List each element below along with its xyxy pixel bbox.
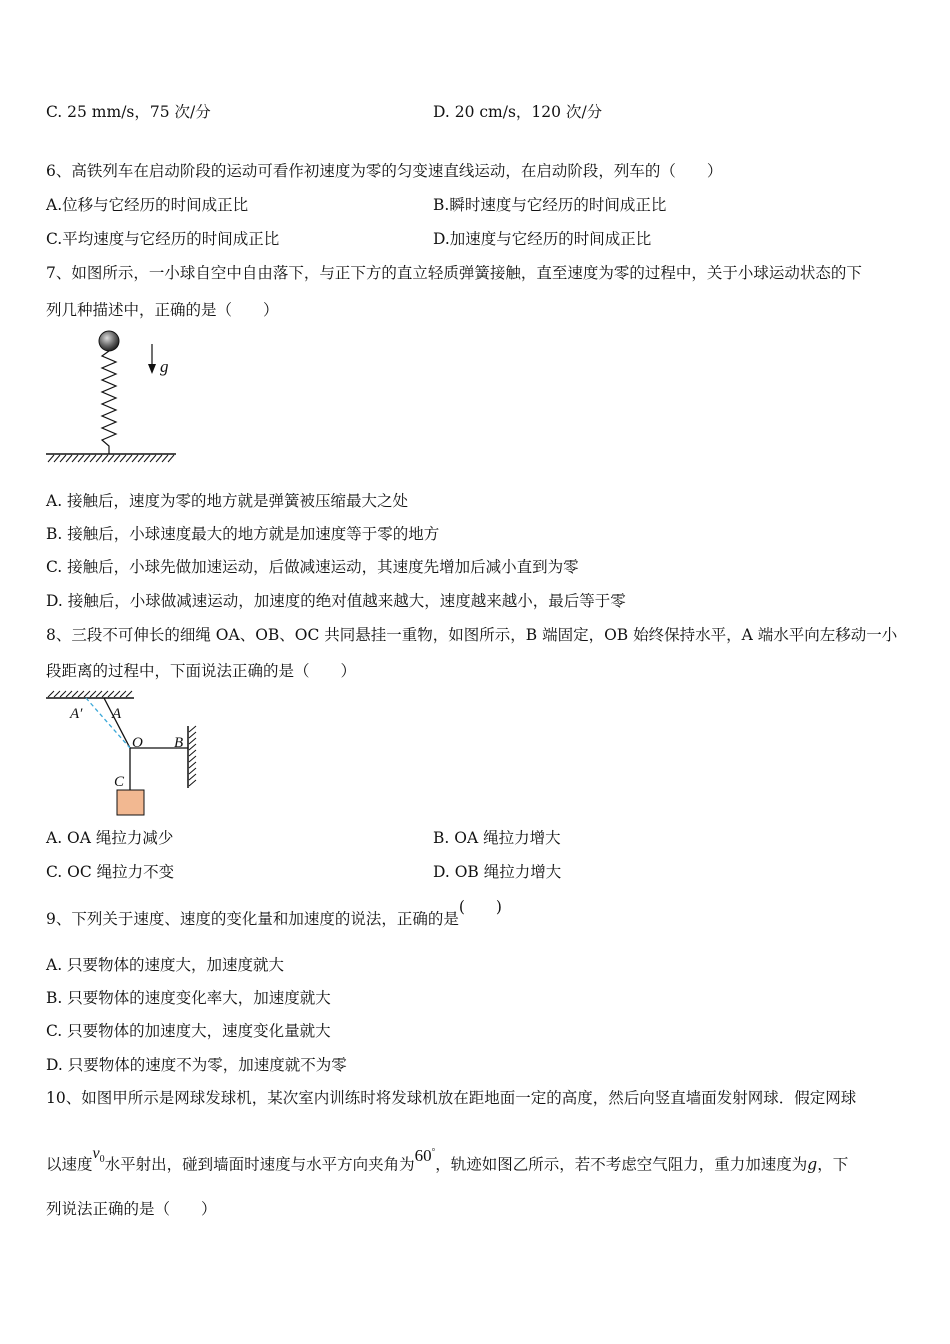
q8-stem-line2: 段距离的过程中，下面说法正确的是（ ） <box>46 662 357 680</box>
label-c: C <box>114 774 125 790</box>
q7-stem-line1: 7、如图所示，一小球自空中自由落下，与正下方的直立轻质弹簧接触，直至速度为零的过程中，关于小球运动状态的下 <box>46 264 862 282</box>
label-a: A <box>112 706 122 722</box>
q9-paren: ( ) <box>458 898 502 916</box>
label-a-prime: A′ <box>70 706 83 722</box>
q10-seg1: 以速度 <box>46 1155 93 1174</box>
ground-hatch <box>48 455 174 462</box>
rope-hanging-figure <box>44 690 204 820</box>
q9-option-b: B. 只要物体的速度变化率大，加速度就大 <box>46 989 331 1007</box>
ball-icon <box>99 331 119 351</box>
g-symbol: g <box>807 1155 818 1174</box>
option-d-prev: D. 20 cm/s，120 次/分 <box>433 103 603 121</box>
q10-seg2: 水平射出，碰到墙面时速度与水平方向夹角为 <box>104 1155 415 1174</box>
angle-value: 60° <box>414 1145 436 1165</box>
q6-option-c: C.平均速度与它经历的时间成正比 <box>46 230 280 248</box>
wall-hatch <box>189 726 196 786</box>
q7-stem-line2: 列几种描述中，正确的是（ ） <box>46 301 279 319</box>
q8-option-c: C. OC 绳拉力不变 <box>46 863 175 881</box>
weight-block <box>117 790 144 815</box>
gravity-arrow-icon <box>148 344 156 374</box>
q6-option-b: B.瞬时速度与它经历的时间成正比 <box>433 196 667 214</box>
label-o: O <box>132 735 143 751</box>
q9-stem-text: 9、下列关于速度、速度的变化量和加速度的说法，正确的是 <box>46 910 459 928</box>
q10-stem-line2 <box>46 1144 849 1182</box>
label-b: B <box>174 735 184 751</box>
option-c-prev: C. 25 mm/s，75 次/分 <box>46 103 211 121</box>
spring-icon <box>102 351 116 454</box>
q8-option-d: D. OB 绳拉力增大 <box>433 863 562 881</box>
q7-option-b: B. 接触后，小球速度最大的地方就是加速度等于零的地方 <box>46 525 440 543</box>
q9-stem <box>46 898 502 929</box>
ceiling-hatch <box>48 691 132 697</box>
q8-stem-line1: 8、三段不可伸长的细绳 OA、OB、OC 共同悬挂一重物，如图所示，B 端固定，OB 始终保持水平，A 端水平向左移动一小 <box>46 626 898 644</box>
q9-option-c: C. 只要物体的加速度大，速度变化量就大 <box>46 1022 331 1040</box>
gravity-label: g <box>160 357 169 376</box>
spring-ball-figure <box>44 328 184 468</box>
q6-option-d: D.加速度与它经历的时间成正比 <box>433 230 652 248</box>
q7-option-a: A. 接触后，速度为零的地方就是弹簧被压缩最大之处 <box>46 492 409 510</box>
q10-stem-line3: 列说法正确的是（ ） <box>46 1200 217 1218</box>
q9-option-d: D. 只要物体的速度不为零，加速度就不为零 <box>46 1056 347 1074</box>
q10-stem-line1: 10、如图甲所示是网球发球机，某次室内训练时将发球机放在距地面一定的高度，然后向竖直墙面发射网球．假定网球 <box>46 1089 857 1107</box>
q8-option-a: A. OA 绳拉力减少 <box>46 829 174 847</box>
q10-seg4: ，下 <box>817 1155 849 1174</box>
q8-option-b: B. OA 绳拉力增大 <box>433 829 561 847</box>
q6-stem: 6、高铁列车在启动阶段的运动可看作初速度为零的匀变速直线运动，在启动阶段，列车的（ ） <box>46 162 723 180</box>
q7-option-c: C. 接触后，小球先做加速运动，后做减速运动，其速度先增加后减小直到为零 <box>46 558 579 576</box>
q7-option-d: D. 接触后，小球做减速运动，加速度的绝对值越来越大，速度越来越小，最后等于零 <box>46 592 626 610</box>
q10-seg3: ，轨迹如图乙所示，若不考虑空气阻力，重力加速度为 <box>435 1155 808 1174</box>
q9-option-a: A. 只要物体的速度大，加速度就大 <box>46 956 285 974</box>
v0-symbol: $v_0$ <box>92 1144 105 1165</box>
q6-option-a: A.位移与它经历的时间成正比 <box>46 196 249 214</box>
